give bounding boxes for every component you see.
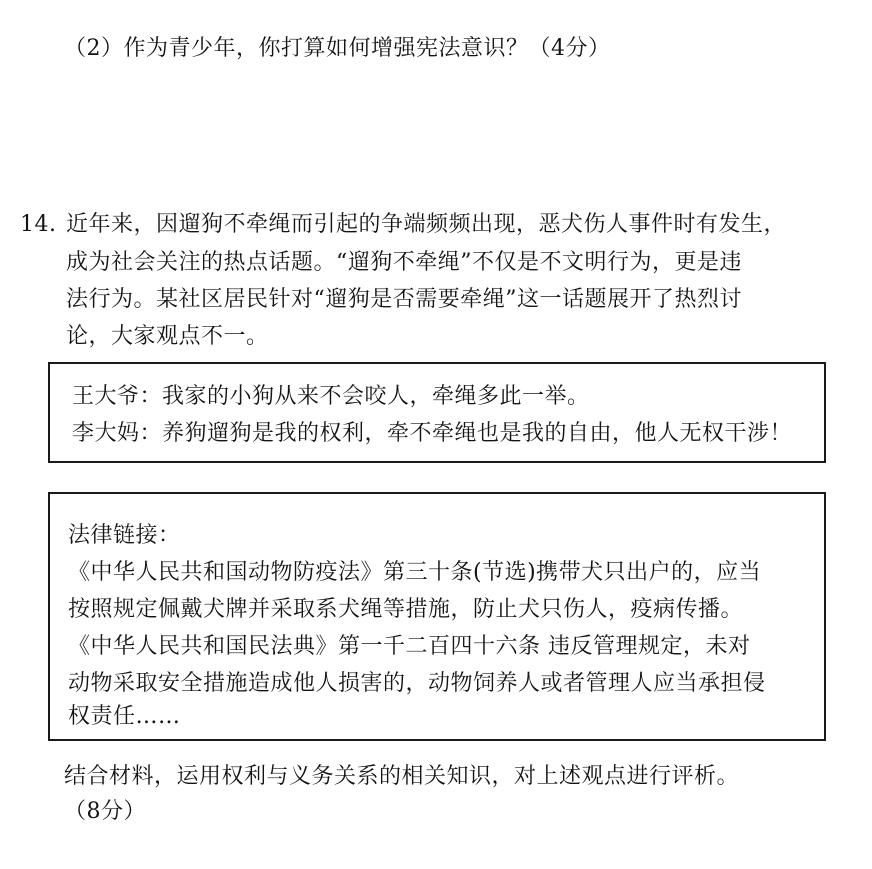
law-link-line-5: 权责任…… <box>68 704 181 729</box>
opinion-li: 李大妈：养狗遛狗是我的权利，牵不牵绳也是我的自由，他人无权干涉！ <box>72 421 793 446</box>
question-14-intro-line-3: 法行为。某社区居民针对“遛狗是否需要牵绳”这一话题展开了热烈讨 <box>66 287 742 312</box>
law-link-box <box>48 492 826 741</box>
question-14-intro-line-1: 近年来，因遛狗不牵绳而引起的争端频频出现，恶犬伤人事件时有发生， <box>66 212 787 237</box>
law-link-heading: 法律链接： <box>68 523 181 548</box>
question-14-number: 14. <box>20 212 57 237</box>
opinion-wang: 王大爷：我家的小狗从来不会咬人，牵绳多此一举。 <box>72 384 590 409</box>
question-13-part-2-text: （2）作为青少年，你打算如何增强宪法意识？（4分） <box>64 36 611 61</box>
question-14-points: （8分） <box>64 799 146 824</box>
law-link-line-2: 按照规定佩戴犬牌并采取系犬绳等措施，防止犬只伤人，疫病传播。 <box>68 597 744 622</box>
law-link-line-3: 《中华人民共和国民法典》第一千二百四十六条 违反管理规定，未对 <box>68 634 751 659</box>
law-link-line-1: 《中华人民共和国动物防疫法》第三十条(节选)携带犬只出户的，应当 <box>68 560 762 585</box>
question-14-task: 结合材料，运用权利与义务关系的相关知识，对上述观点进行评析。 <box>64 764 740 789</box>
question-14-intro-line-2: 成为社会关注的热点话题。“遛狗不牵绳”不仅是不文明行为，更是违 <box>66 250 742 275</box>
law-link-line-4: 动物采取安全措施造成他人损害的，动物饲养人或者管理人应当承担侵 <box>68 671 766 696</box>
opinions-box <box>48 362 826 463</box>
question-14-intro-line-4: 论，大家观点不一。 <box>66 324 269 349</box>
